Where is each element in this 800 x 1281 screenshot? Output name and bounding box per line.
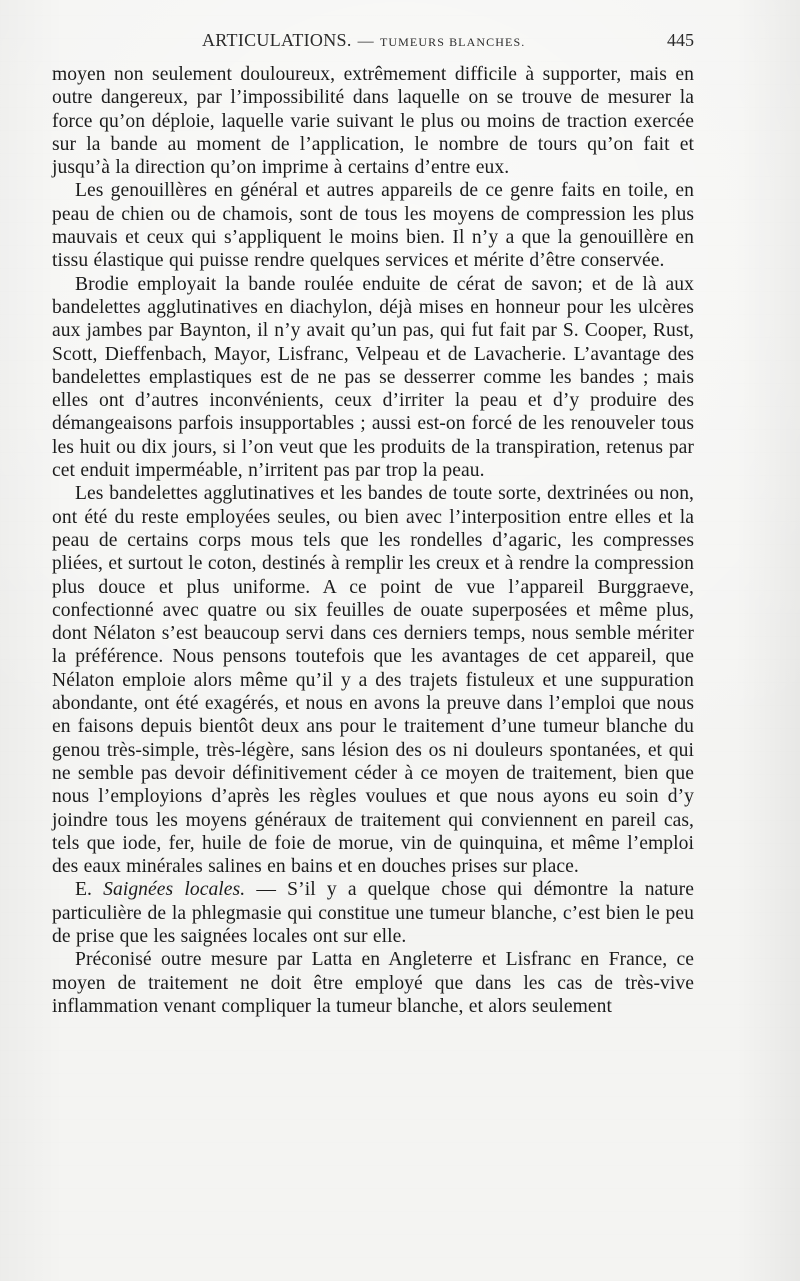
section-title: Saignées locales. [103,879,246,901]
paragraph-1: moyen non seulement douloureux, extrêmement difficile à supporter, mais en outre dangereux, par l’impossibilité dans laquelle on se trouve de mesurer la force qu’on déploie, laquelle varie suivant le plus ou moins de traction exercée sur la bande au moment de l’application, le nombre de tours qu’on fait et jusqu’à la direction qu’on imprime à certains d’entre eux. [52,64,694,179]
running-title-separator: — [357,33,374,50]
section-text: S’il y a quelque chose qui démontre la nature particulière de la phlegmasie qui constitue une tumeur blanche, c’est bien le peu de prise que les saignées locales ont sur elle. [52,879,694,947]
page-number: 445 [667,30,694,50]
running-title-main: ARTICULATIONS. [202,30,352,50]
section-letter: E. [75,879,92,901]
paragraph-2: Les genouillères en général et autres appareils de ce genre faits en toile, en peau de chien ou de chamois, sont de tous les moyens de compression les plus mauvais et ceux qui s’appliquent le moins bien. Il n’y a que la genouillère en tissu élastique qui puisse rendre quelques services et mérite d’être conservée. [52,180,694,272]
section-paragraph [52,878,694,948]
running-title-sub: TUMEURS BLANCHES. [379,35,526,49]
paragraph-last: Préconisé outre mesure par Latta en Angleterre et Lisfranc en France, ce moyen de traitement ne doit être employé que dans les cas de très-vive inflammation venant compliquer la tumeur blanche, et alors seulement [52,949,694,1017]
running-title [202,30,525,51]
body-text [52,63,694,1018]
paragraph-3: Brodie employait la bande roulée enduite de cérat de savon; et de là aux bandelettes agglutinatives en diachylon, déjà mises en honneur pour les ulcères aux jambes par Baynton, il n’y avait qu’un pas, qui fut fait par S. Cooper, Rust, Scott, Dieffenbach, Mayor, Lisfranc, Velpeau et de Lavacherie. L’avantage des bandelettes emplastiques est de ne pas se desserrer comme les bandes ; mais elles ont d’autres inconvénients, ceux d’irriter la peau et d’y produire des démangeaisons parfois insupportables ; aussi est-on forcé de les renouveler tous les huit ou dix jours, si l’on veut que les produits de la transpiration, retenus par cet enduit imperméable, n’irritent pas par trop la peau. [52,273,694,482]
section-dash: — [256,879,276,901]
page-header [52,30,694,60]
paragraph-4: Les bandelettes agglutinatives et les bandes de toute sorte, dextrinées ou non, ont été du reste employées seules, ou bien avec l’interposition entre elles et la peau de certains corps mous tels que les rondelles d’agaric, les compresses pliées, et surtout le coton, destinés à remplir les creux et à rendre la compression plus douce et plus uniforme. A ce point de vue l’appareil Burggraeve, confectionné avec quatre ou six feuilles de ouate superposées et même plus, dont Nélaton s’est beaucoup servi dans ces derniers temps, nous semble mériter la préférence. Nous pensons toutefois que les avantages de cet appareil, que Nélaton emploie alors même qu’il y a des trajets fistuleux et une suppuration abondante, ont été exagérés, et nous en avons la preuve dans l’emploi que nous en faisons depuis bientôt deux ans pour le traitement d’une tumeur blanche du genou très-simple, très-légère, sans lésion des os ni douleurs spontanées, et qui ne semble pas devoir définitivement céder à ce moyen de traitement, bien que nous l’employions d’après les règles voulues et que nous ayons eu soin d’y joindre tous les moyens généraux de traitement qui conviennent en pareil cas, tels que iode, fer, huile de foie de morue, vin de quinquina, et même l’emploi des eaux minérales salines en bains et en douches prises sur place. [52,483,694,878]
